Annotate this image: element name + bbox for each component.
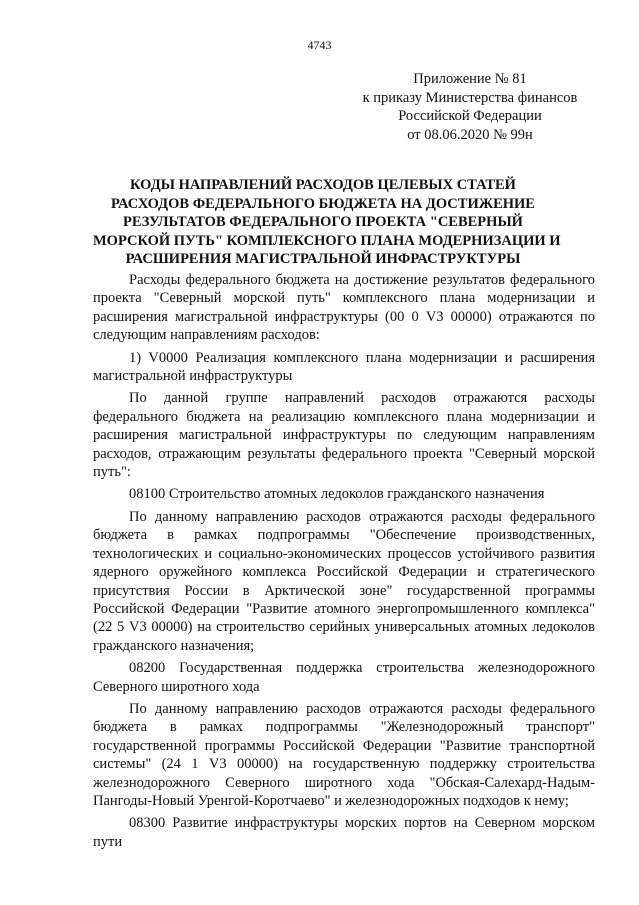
- page-number: 4743: [307, 38, 332, 52]
- body-paragraph: По данной группе направлений расходов отражаются расходы федерального бюджета на реализацию комплексного плана модернизации и расширения магистральной инфраструктуры по следующим направлениям расходов, отражающим результаты федерального проекта "Северный морской путь":: [93, 390, 595, 481]
- body-paragraph: По данному направлению расходов отражаются расходы федерального бюджета в рамках подпрограммы "Обеспечение производственных, технологических и социально-экономических процессов устойчивого развития ядерного оружейного комплекса Российской Федерации и стратегического присутствия России в Арктической зоне" государственной программы Российской Федерации "Развитие атомного энергопромышленного комплекса" (22 5 V3 00000) на строительство серийных универсальных атомных ледоколов гражданского назначения;: [93, 508, 595, 654]
- title-line: КОДЫ НАПРАВЛЕНИЙ РАСХОДОВ ЦЕЛЕВЫХ СТАТЕЙ: [130, 177, 516, 193]
- body-paragraph: 08200 Государственная поддержка строительства железнодорожного Северного широтного хода: [93, 660, 595, 695]
- title-line: МОРСКОЙ ПУТЬ" КОМПЛЕКСНОГО ПЛАНА МОДЕРНИЗАЦИИ И: [93, 232, 561, 249]
- title-line: РЕЗУЛЬТАТОВ ФЕДЕРАЛЬНОГО ПРОЕКТА "СЕВЕРНЫЙ: [123, 214, 523, 230]
- appendix-line: от 08.06.2020 № 99н: [407, 126, 533, 143]
- appendix-line: Приложение № 81: [413, 71, 527, 87]
- body-paragraph: 08300 Развитие инфраструктуры морских портов на Северном морском пути: [93, 815, 595, 850]
- title-line: РАСШИРЕНИЯ МАГИСТРАЛЬНОЙ ИНФРАСТРУКТУРЫ: [125, 251, 521, 267]
- body-paragraph: 08100 Строительство атомных ледоколов гражданского назначения: [129, 486, 545, 503]
- body-paragraph: Расходы федерального бюджета на достижение результатов федерального проекта "Северный морской путь" комплексного плана модернизации и расширения магистральной инфраструктуры (00 0 V3 00000) отражаются по следующим направлениям расходов:: [93, 272, 595, 344]
- title-line: РАСХОДОВ ФЕДЕРАЛЬНОГО БЮДЖЕТА НА ДОСТИЖЕНИЕ: [111, 195, 535, 212]
- appendix-block: [350, 70, 590, 144]
- document-title: [93, 176, 561, 269]
- document-body: [93, 271, 595, 851]
- body-paragraph: По данному направлению расходов отражаются расходы федерального бюджета в рамках подпрограммы "Железнодорожный транспорт" государственной программы Российской Федерации "Развитие транспортной системы" (24 1 V3 00000) на государственную поддержку строительства железнодорожного Северного широтного хода "Обская-Салехард-Надым-Пангоды-Новый Уренгой-Коротчаево" и железнодорожных подходов к нему;: [93, 700, 595, 809]
- body-paragraph: 1) V0000 Реализация комплексного плана модернизации и расширения магистральной инфраструктуры: [93, 349, 595, 385]
- appendix-line: Российской Федерации: [398, 108, 542, 124]
- appendix-line: к приказу Министерства финансов: [362, 89, 578, 106]
